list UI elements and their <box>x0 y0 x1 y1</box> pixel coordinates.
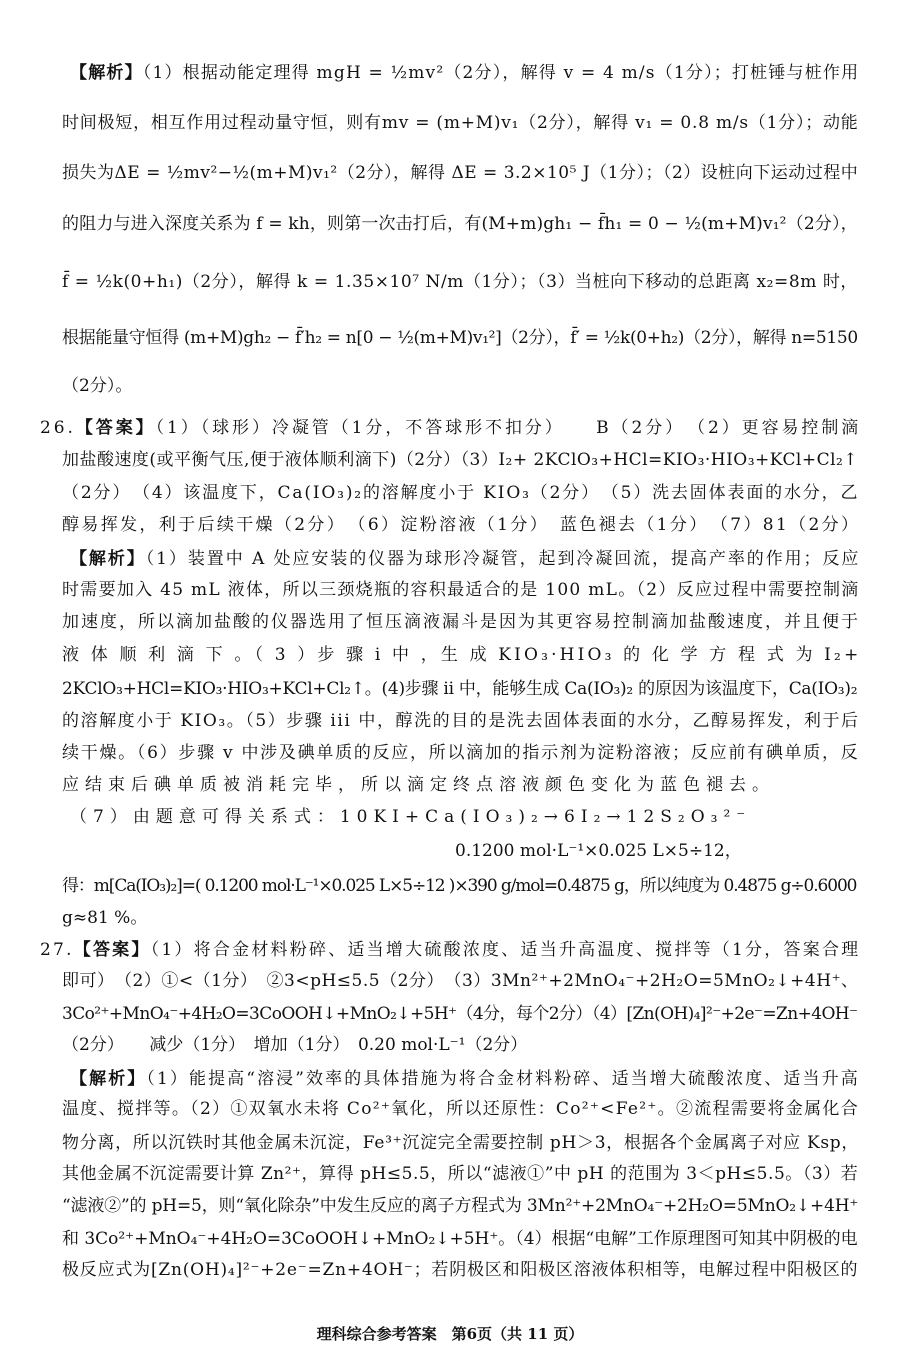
text-line: 26.【答案】（1）（球形）冷凝管（1分，不答球形不扣分） B（2分） （2）更容易控制滴 <box>40 418 862 438</box>
text-line: 续干燥。（6）步骤 v 中涉及碘单质的反应，所以滴加的指示剂为淀粉溶液；反应前有碘单质，反 <box>62 743 860 763</box>
section-marker: 【解析】 <box>70 63 143 83</box>
section-marker: 【答案】 <box>73 940 151 960</box>
text-line: （7）由题意可得关系式：10KI+Ca(IO₃)₂→6I₂→12S₂O₃²⁻ <box>70 807 752 827</box>
text-line: 物分离，所以沉铁时其他金属未沉淀，Fe³⁺沉淀完全需要控制 pH＞3，根据各个金属离子对应 Ksp， <box>62 1133 860 1153</box>
text-line: 【解析】（1）能提高“溶浸”效率的具体措施为将合金材料粉碎、适当增大硫酸浓度、适当升高 <box>70 1069 860 1089</box>
text-line: （2分） （4）该温度下，Ca(IO₃)₂的溶解度小于 KIO₃（2分） （5）洗去固体表面的水分，乙 <box>62 483 860 503</box>
text-line: （2分）。 <box>62 376 133 396</box>
text-line: 的阻力与进入深度关系为 f = kh，则第一次击打后，有(M+m)gh₁ − f̄h₁ = 0 − ½(m+M)v₁²（2分）， <box>62 214 858 234</box>
text-line: 和 3Co²⁺+MnO₄⁻+4H₂O=3CoOOH↓+MnO₂↓+5H⁺。（4）根据“电解”工作原理图可知其中阴极的电 <box>62 1229 858 1249</box>
text-line: 温度、搅拌等。（2）①双氧水未将 Co²⁺氧化，所以还原性：Co²⁺<Fe²⁺。②流程需要将金属化合 <box>62 1099 860 1119</box>
section-marker: 【解析】 <box>70 549 146 569</box>
text-line: 【解析】（1）装置中 A 处应安装的仪器为球形冷凝管，起到冷凝回流，提高产率的作用；反应 <box>70 549 861 569</box>
text-line: 3Co²⁺+MnO₄⁻+4H₂O=3CoOOH↓+MnO₂↓+5H⁺（4分，每个2分）（4）[Zn(OH)₄]²⁻+2e⁻=Zn+4OH⁻ <box>62 1004 858 1024</box>
text-line: 即可） （2）①<（1分） ②3<pH≤5.5（2分） （3）3Mn²⁺+2MnO₄⁻+2H₂O=5MnO₂↓+4H⁺、 <box>62 971 859 991</box>
text-line: 根据能量守恒得 (m+M)gh₂ − f̄′h₂ = n[0 − ½(m+M)v₁²]（2分），f̄′ = ½k(0+h₂)（2分），解得 n=5150 <box>62 328 858 348</box>
page-footer: 理科综合参考答案 第6页（共 11 页） <box>316 1325 584 1343</box>
section-marker: 【答案】 <box>75 418 156 438</box>
text-line: g≈81 %。 <box>62 908 148 928</box>
text-line: f̄ = ½k(0+h₁)（2分），解得 k = 1.35×10⁷ N/m（1分）；（3）当桩向下移动的总距离 x₂=8m 时， <box>62 272 858 292</box>
text-line: 加盐酸速度(或平衡气压,便于液体顺利滴下)（2分）（3）I₂+ 2KClO₃+HCl=KIO₃·HIO₃+KCl+Cl₂↑ <box>62 450 859 470</box>
section-marker: 【解析】 <box>70 1069 147 1089</box>
text-line: 加速度，所以滴加盐酸的仪器选用了恒压滴液漏斗是因为其更容易控制滴加盐酸速度，并且便于 <box>62 612 860 632</box>
text-line: “滤液②”的 pH=5，则“氧化除杂”中发生反应的离子方程式为 3Mn²⁺+2MnO₄⁻+2H₂O=5MnO₂↓+4H⁺ <box>62 1196 859 1216</box>
text-line: （2分） 减少（1分） 增加（1分） 0.20 mol·L⁻¹（2分） <box>62 1035 528 1055</box>
text-line: 2KClO₃+HCl=KIO₃·HIO₃+KCl+Cl₂↑。(4)步骤 ii 中，能够生成 Ca(IO₃)₂ 的原因为该温度下，Ca(IO₃)₂ <box>62 679 858 699</box>
text-line: 醇易挥发，利于后续干燥（2分） （6）淀粉溶液（1分） 蓝色褪去（1分） （7）81（2分） <box>62 515 861 535</box>
text-line: 极反应式为[Zn(OH)₄]²⁻+2e⁻=Zn+4OH⁻；若阴极区和阳极区溶液体积相等，电解过程中阳极区的 <box>62 1260 859 1280</box>
text-line: 应结束后碘单质被消耗完毕，所以滴定终点溶液颜色变化为蓝色褪去。 <box>62 775 775 795</box>
text-line: 液 体 顺 利 滴 下 。（ 3 ）步 骤 i 中 ，生 成 KIO₃·HIO₃ 的 化 学 方 程 式 为 I₂+ <box>62 645 862 665</box>
text-line: 27.【答案】（1）将合金材料粉碎、适当增大硫酸浓度、适当升高温度、搅拌等（1分，答案合理 <box>40 940 861 960</box>
text-line: 其他金属不沉淀需要计算 Zn²⁺，算得 pH≤5.5，所以“滤液①”中 pH 的范围为 3＜pH≤5.5。（3）若 <box>62 1164 859 1184</box>
text-line: 时需要加入 45 mL 液体，所以三颈烧瓶的容积最适合的是 100 mL。（2）反应过程中需要控制滴 <box>62 580 860 600</box>
text-line: 0.1200 mol·L⁻¹×0.025 L×5÷12， <box>455 841 742 861</box>
text-line: 得：m[Ca(IO₃)₂]=( 0.1200 mol·L⁻¹×0.025 L×5÷12 )×390 g/mol=0.4875 g，所以纯度为 0.4875 g÷0.6000 <box>62 876 857 896</box>
text-line: 的溶解度小于 KIO₃。（5）步骤 iii 中，醇洗的目的是洗去固体表面的水分，乙醇易挥发，利于后 <box>62 711 860 731</box>
text-line: 损失为ΔE = ½mv²−½(m+M)v₁²（2分），解得 ΔE = 3.2×10⁵ J（1分）；（2）设桩向下运动过程中 <box>62 163 859 183</box>
text-line: 时间极短，相互作用过程动量守恒，则有mv = (m+M)v₁（2分），解得 v₁ = 0.8 m/s（1分）；动能 <box>62 113 859 133</box>
text-line: 【解析】（1）根据动能定理得 mgH = ½mv²（2分），解得 v = 4 m/s（1分）；打桩锤与桩作用 <box>70 63 860 83</box>
